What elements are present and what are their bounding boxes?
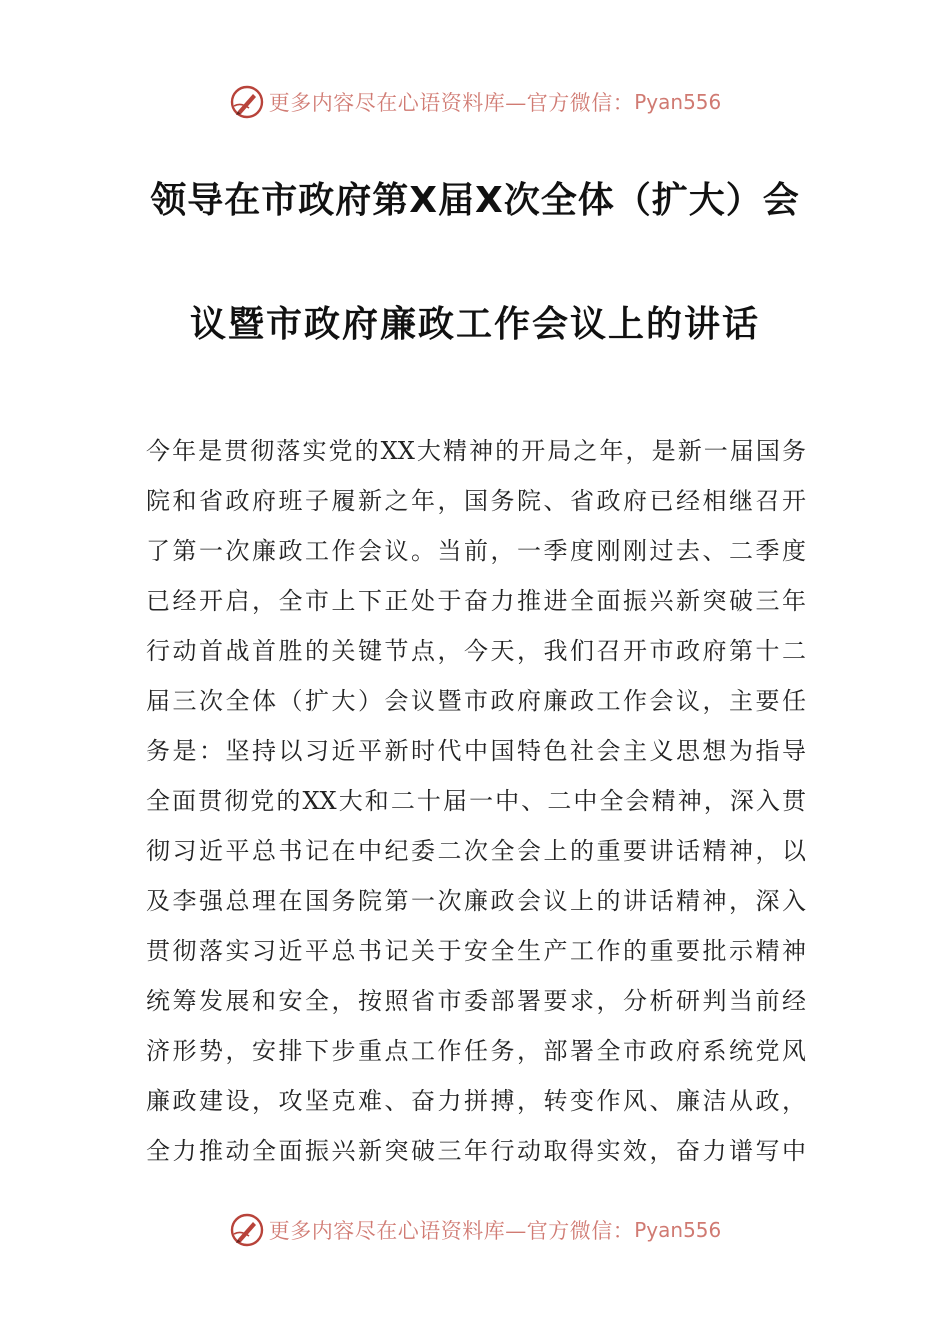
wechat-id: Pyan556 [634,90,722,114]
body-line: 及李强总理在国务院第一次廉政会议上的讲话精神，深入 [146,887,806,915]
body-line: 全力推动全面振兴新突破三年行动取得实效，奋力谱写中 [146,1137,806,1165]
body-line: 济形势，安排下步重点工作任务，部署全市政府系统党风 [146,1037,806,1065]
body-line: 已经开启，全市上下正处于奋力推进全面振兴新突破三年 [146,587,806,615]
banner-text: 更多内容尽在心语资料库—官方微信： [268,91,635,115]
banner-text: 更多内容尽在心语资料库—官方微信： [268,1219,635,1243]
body-paragraph [146,426,806,1176]
body-line: 届三次全体（扩大）会议暨市政府廉政工作会议，主要任 [146,687,806,715]
document-title-line-2: 议暨市政府廉政工作会议上的讲话 [189,304,760,345]
body-line: 院和省政府班子履新之年，国务院、省政府已经相继召开 [146,487,806,515]
body-line: 贯彻落实习近平总书记关于安全生产工作的重要批示精神 [146,937,806,965]
pen-logo-icon [229,1212,265,1248]
header-banner [0,80,950,124]
footer-banner [0,1208,950,1252]
body-line: 廉政建设，攻坚克难、奋力拼搏，转变作风、廉洁从政， [146,1087,806,1115]
pen-logo-icon [229,84,265,120]
wechat-id: Pyan556 [634,1218,722,1242]
body-line: 统筹发展和安全，按照省市委部署要求，分析研判当前经 [146,987,806,1015]
body-line: 务是：坚持以习近平新时代中国特色社会主义思想为指导 [146,737,806,765]
body-line: 全面贯彻党的XX大和二十届一中、二中全会精神，深入贯 [146,787,806,815]
document-title-line-1: 领导在市政府第X届X次全体（扩大）会 [150,180,800,221]
body-line: 今年是贯彻落实党的XX大精神的开局之年，是新一届国务 [146,437,806,465]
body-line: 行动首战首胜的关键节点，今天，我们召开市政府第十二 [146,637,806,665]
body-line: 彻习近平总书记在中纪委二次全会上的重要讲话精神，以 [146,837,806,865]
body-line: 了第一次廉政工作会议。当前，一季度刚刚过去、二季度 [146,537,806,565]
